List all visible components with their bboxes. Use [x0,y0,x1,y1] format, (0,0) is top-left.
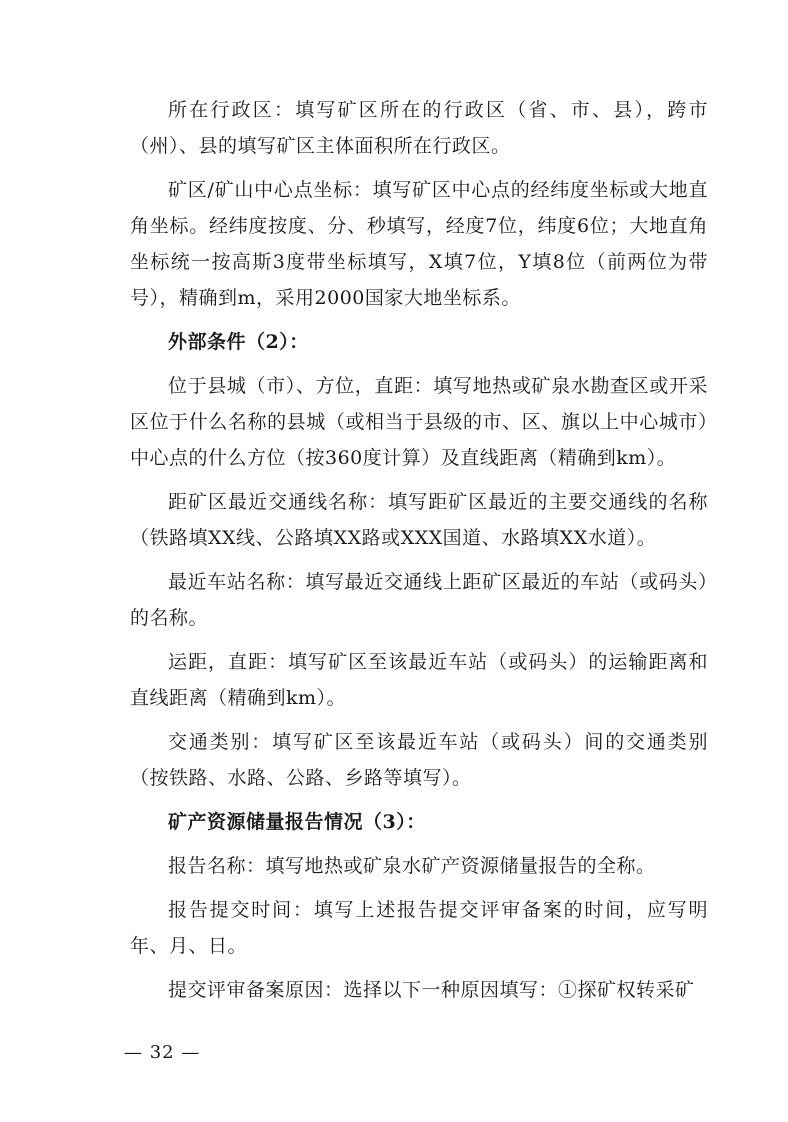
paragraph-center-coordinates: 矿区/矿山中心点坐标：填写矿区中心点的经纬度坐标或大地直角坐标。经纬度按度、分、秒填写，经度7位，纬度6位；大地直角坐标统一按高斯3度带坐标填写，X填7位，Y填8位（前两位为带号），精确到m，采用2000国家大地坐标系。 [130,179,708,309]
paragraph-report-submission-time: 报告提交时间：填写上述报告提交评审备案的时间，应写明年、月、日。 [130,899,708,957]
page-number: — 32 — [124,1042,201,1063]
body-text [130,92,708,1008]
paragraph-submission-reason: 提交评审备案原因：选择以下一种原因填写：①探矿权转采矿 [168,979,695,1001]
paragraph-nearest-station: 最近车站名称：填写最近交通线上距矿区最近的车站（或码头）的名称。 [130,571,708,629]
heading-external-conditions: 外部条件（2）： [168,331,309,353]
heading-reserve-report: 矿产资源储量报告情况（3）： [168,811,426,833]
paragraph-report-name: 报告名称：填写地热或矿泉水矿产资源储量报告的全称。 [168,855,656,877]
paragraph-traffic-category: 交通类别：填写矿区至该最近车站（或码头）间的交通类别（按铁路、水路、公路、乡路等填写）。 [130,731,708,789]
paragraph-nearest-traffic-line: 距矿区最近交通线名称：填写距矿区最近的主要交通线的名称（铁路填XX线、公路填XX路或XXX国道、水路填XX水道）。 [130,491,708,549]
paragraph-county-direction-distance: 位于县城（市）、方位，直距：填写地热或矿泉水勘查区或开采区位于什么名称的县城（或相当于县级的市、区、旗以上中心城市）中心点的什么方位（按360度计算）及直线距离（精确到km）。 [130,375,708,469]
paragraph-admin-region: 所在行政区：填写矿区所在的行政区（省、市、县），跨市（州）、县的填写矿区主体面积所在行政区。 [130,99,708,157]
paragraph-transport-distance: 运距，直距：填写矿区至该最近车站（或码头）的运输距离和直线距离（精确到km）。 [130,651,708,709]
